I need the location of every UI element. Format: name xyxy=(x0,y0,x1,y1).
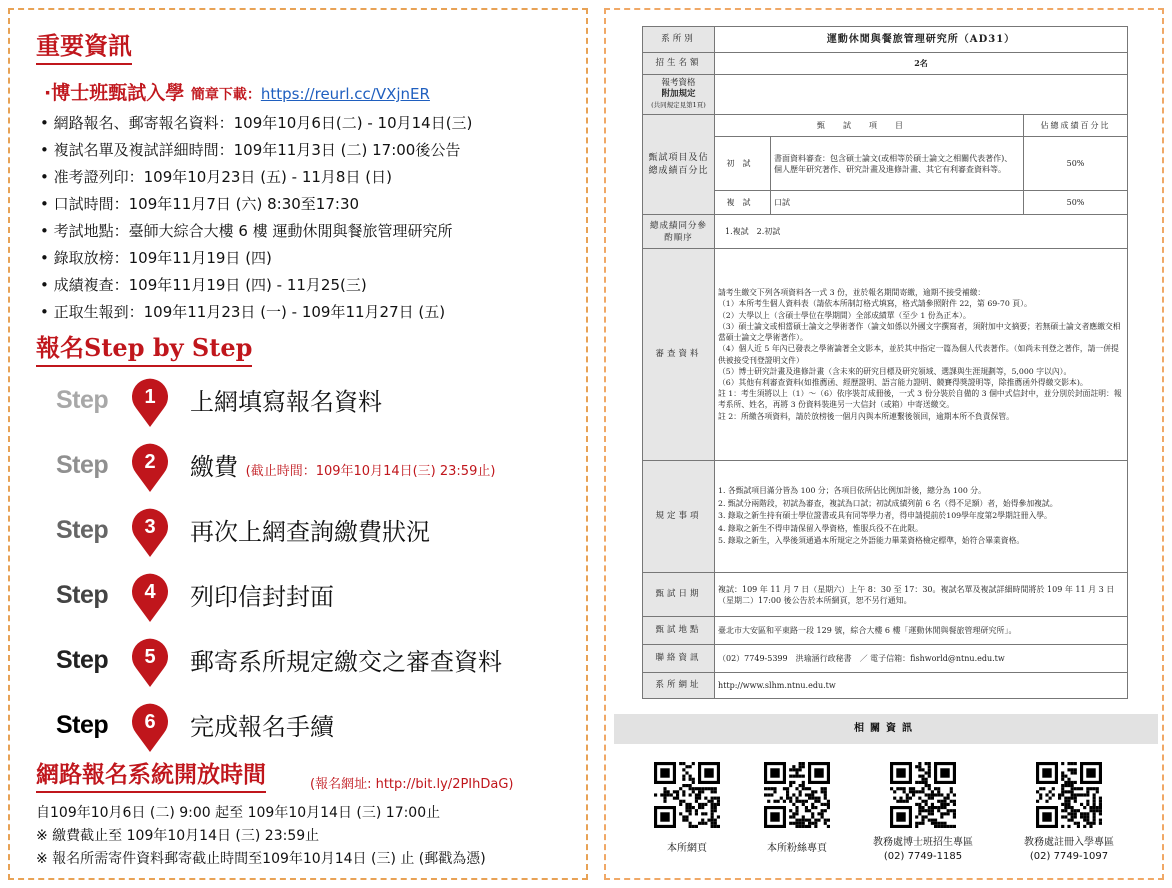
extra-label-1: 報考資格 xyxy=(661,78,696,88)
list-item: • 錄取放榜：109年11月19日 (四) xyxy=(40,249,272,267)
left-panel xyxy=(8,8,588,880)
step-text xyxy=(190,447,495,482)
list-item: • 准考證列印：109年10月23日 (五) - 11月8日 (日) xyxy=(40,168,392,186)
rule-line: 3. 錄取之新生持有碩士學位證書或具有同等學力者，得申請提前於109學年度第2學期註冊入學。 xyxy=(718,511,1052,521)
step-word: Step xyxy=(56,516,109,544)
step-item xyxy=(56,567,586,632)
list-item: • 成績複查：109年11月19日 (四) - 11月25(三) xyxy=(40,276,367,294)
qr-caption xyxy=(1004,836,1134,864)
step-4-pin-icon xyxy=(130,571,170,623)
quota-label: 招生名額 xyxy=(643,53,715,75)
qr-caption xyxy=(732,842,862,856)
qr-caption-text: 教務處博士班招生專區 xyxy=(873,837,973,848)
step-item xyxy=(56,632,586,697)
step-item xyxy=(56,502,586,567)
rules-value xyxy=(715,461,1128,573)
review-line: 註 2：所繳各項資料，請於放榜後一個月內與本所連繫後領回，逾期本所不負責保管。 xyxy=(718,411,1014,421)
step-note: (截止時間：109年10月14日(三) 23:59止) xyxy=(245,464,496,479)
open-line: ※ 繳費截止至 109年10月14日 (三) 23:59止 xyxy=(36,828,320,844)
place-value: 臺北市大安區和平東路一段 129 號，綜合大樓 6 樓「運動休閒與餐旅管理研究所」。 xyxy=(715,617,1128,645)
info-list xyxy=(40,110,580,326)
step-6-pin-icon xyxy=(130,701,170,753)
quota-value: 2名 xyxy=(715,53,1128,75)
pct-cell: 50% xyxy=(1024,191,1128,215)
step-text xyxy=(190,382,382,417)
step-number: 4 xyxy=(144,581,156,603)
step-word: Step xyxy=(56,386,109,414)
related-info-bar: 相關資訊 xyxy=(614,714,1158,744)
tie-label: 總成績同分參酌順序 xyxy=(643,215,715,249)
step-text xyxy=(190,577,334,612)
rule-line: 5. 錄取之新生，入學後須通過本所規定之外語能力畢業資格檢定標準，始符合畢業資格。 xyxy=(718,536,1025,546)
review-line: （1）本所考生個人資料表（請依本所制訂格式填寫，格式請參照附件 22，第 69-70 頁）。 xyxy=(718,299,1032,309)
step-item xyxy=(56,697,586,762)
step-number: 2 xyxy=(144,451,156,473)
step-text xyxy=(190,642,502,677)
pct-cell: 50% xyxy=(1024,137,1128,191)
list-item: • 考試地點：臺師大綜合大樓 6 樓 運動休閒與餐旅管理研究所 xyxy=(40,222,453,240)
right-panel xyxy=(604,8,1164,880)
stage-cell: 複試 xyxy=(715,191,771,215)
extra-label-3: (共同規定見第1頁) xyxy=(651,101,706,109)
place-label: 甄試地點 xyxy=(643,617,715,645)
review-line: （3）碩士論文或相當碩士論文之學術著作（論文如係以外國文字撰寫者，須附加中文摘要；若無碩士論文者應繳交相當碩士論文之學術著作）。 xyxy=(718,321,1121,343)
step-word: Step xyxy=(56,451,109,479)
step-item xyxy=(56,437,586,502)
steps-title xyxy=(36,328,252,367)
step-number: 3 xyxy=(144,516,156,538)
step-label: 上網填寫報名資料 xyxy=(190,388,382,416)
step-5-pin-icon xyxy=(130,636,170,688)
list-item: • 複試名單及複試詳細時間：109年11月3日 (二) 17:00後公告 xyxy=(40,141,461,159)
qr-code-icon[interactable] xyxy=(764,762,830,828)
qr-code-icon[interactable] xyxy=(1036,762,1102,828)
list-item: • 口試時間：109年11月7日 (六) 8:30至17:30 xyxy=(40,195,360,213)
rule-line: 1. 各甄試項目滿分皆為 100 分；各項目依所佔比例加計後，總分為 100 分。 xyxy=(718,486,986,496)
rule-line: 4. 錄取之新生不得申請保留入學資格，惟服兵役不在此限。 xyxy=(718,523,923,533)
step-text xyxy=(190,512,430,547)
qr-caption xyxy=(858,836,988,864)
items-label: 甄試項目及佔總成績百分比 xyxy=(643,115,715,215)
step-label: 繳費 xyxy=(190,453,238,481)
open-time-title: 網路報名系統開放時間 xyxy=(36,756,266,793)
pct-head: 佔總成績百分比 xyxy=(1024,115,1128,137)
steps-list xyxy=(56,372,586,762)
step-number: 5 xyxy=(144,646,156,668)
content-cell: 書面資料審查：包含碩士論文(或相等於碩士論文之相關代表著作)、個人歷年研究著作、研究計畫及進修計畫、其它有利審查資料等。 xyxy=(771,137,1024,191)
qr-code-icon[interactable] xyxy=(654,762,720,828)
download-link[interactable]: https://reurl.cc/VXjnER xyxy=(260,85,430,103)
extra-label xyxy=(643,75,715,115)
step-label: 完成報名手續 xyxy=(190,713,334,741)
qr-code-icon[interactable] xyxy=(890,762,956,828)
web-label: 系所網址 xyxy=(643,673,715,699)
steps-title-en: Step by Step xyxy=(84,333,253,362)
important-info-title: 重要資訊 xyxy=(36,26,132,65)
date-label: 甄試日期 xyxy=(643,573,715,617)
step-label: 列印信封封面 xyxy=(190,583,334,611)
qr-caption-text: 教務處註冊入學專區 xyxy=(1024,837,1114,848)
review-line: （2）大學以上（含碩士學位在學期間）全部成績單（至少 1 份為正本）。 xyxy=(718,310,971,320)
extra-label-2: 附加規定 xyxy=(661,89,696,99)
list-item: • 網路報名、郵寄報名資料：109年10月6日(二) - 10月14日(三) xyxy=(40,114,473,132)
step-item xyxy=(56,372,586,437)
review-line: 請考生繳交下列各項資料各一式 3 份，並於報名期間寄繳，逾期不接受補繳： xyxy=(718,288,986,298)
items-head: 甄試項目 xyxy=(715,115,1024,137)
step-2-pin-icon xyxy=(130,441,170,493)
review-value xyxy=(715,249,1128,461)
open-line: 自109年10月6日 (二) 9:00 起至 109年10月14日 (三) 17:00止 xyxy=(36,805,441,821)
qr-phone: (02) 7749-1185 xyxy=(883,851,963,862)
rule-line: 2. 甄試分兩階段，初試為審查，複試為口試；初試成績列前 6 名（得不足額）者，始得參加複試。 xyxy=(718,498,1058,508)
step-text xyxy=(190,707,334,742)
steps-title-zh: 報名 xyxy=(36,333,84,362)
phd-title: ·博士班甄試入學 xyxy=(44,82,185,104)
open-line: ※ 報名所需寄件資料郵寄截止時間至109年10月14日 (三) 止 (郵戳為憑) xyxy=(36,851,486,867)
qr-caption-text: 本所網頁 xyxy=(667,843,707,854)
phd-heading xyxy=(44,78,430,105)
review-line: （6）其他有利審查資料(如推薦函、經歷證明、語言能力證明、競賽得獎證明等，除推薦函外得繳交影本)。 xyxy=(718,377,1088,387)
dept-value: 運動休閒與餐旅管理研究所（AD31） xyxy=(715,27,1128,53)
contact-value: （02）7749-5399 洪瑜涵行政秘書 ／ 電子信箱：fishworld@ntnu.edu.tw xyxy=(715,645,1128,673)
register-url-note[interactable]: (報名網址: http://bit.ly/2PIhDaG) xyxy=(310,777,514,792)
step-1-pin-icon xyxy=(130,376,170,428)
rules-label: 規定事項 xyxy=(643,461,715,573)
review-line: 註 1：考生須將以上（1）～（6）依序裝訂成冊後，一式 3 份分裝於自備的 3 個中式信封中，並分別於封面註明：報考系所、姓名，再將 3 份資料裝進另一大信封（或箱）中寄送繳交。 xyxy=(718,389,1122,410)
step-number: 1 xyxy=(144,386,156,408)
step-number: 6 xyxy=(144,711,156,733)
list-item: • 正取生報到：109年11月23日 (一) - 109年11月27日 (五) xyxy=(40,303,446,321)
qr-phone: (02) 7749-1097 xyxy=(1029,851,1109,862)
tie-value: 1.複試 2.初試 xyxy=(715,215,1128,249)
content-cell: 口試 xyxy=(771,191,1024,215)
qr-caption-text: 本所粉絲專頁 xyxy=(767,843,827,854)
step-word: Step xyxy=(56,646,109,674)
date-value: 複試：109 年 11 月 7 日（星期六）上午 8：30 至 17：30。複試名單及複試詳細時間將於 109 年 11 月 3 日（星期二）17:00 後公告於本所網頁，恕不另行通知。 xyxy=(715,573,1128,617)
step-label: 郵寄系所規定繳交之審查資料 xyxy=(190,648,502,676)
open-time-lines xyxy=(36,802,486,871)
extra-value xyxy=(715,75,1128,115)
admission-table xyxy=(642,26,1128,699)
web-value[interactable]: http://www.slhm.ntnu.edu.tw xyxy=(715,673,1128,699)
contact-label: 聯絡資訊 xyxy=(643,645,715,673)
download-label: 簡章下載： xyxy=(190,87,261,103)
step-label: 再次上網查詢繳費狀況 xyxy=(190,518,430,546)
stage-cell: 初試 xyxy=(715,137,771,191)
step-3-pin-icon xyxy=(130,506,170,558)
review-line: （4）個人近 5 年內已發表之學術論著全文影本，並於其中指定一篇為個人代表著作。（如尚未刊登之著作，請一併提供被接受刊登證明文件） xyxy=(718,344,1119,365)
step-word: Step xyxy=(56,711,109,739)
review-label: 審查資料 xyxy=(643,249,715,461)
step-word: Step xyxy=(56,581,109,609)
dept-label: 系所別 xyxy=(643,27,715,53)
review-line: （5）博士研究計畫及進修計畫（含未來的研究目標及研究領域、選課與生涯規劃等，5,000 字以內）。 xyxy=(718,366,1072,376)
